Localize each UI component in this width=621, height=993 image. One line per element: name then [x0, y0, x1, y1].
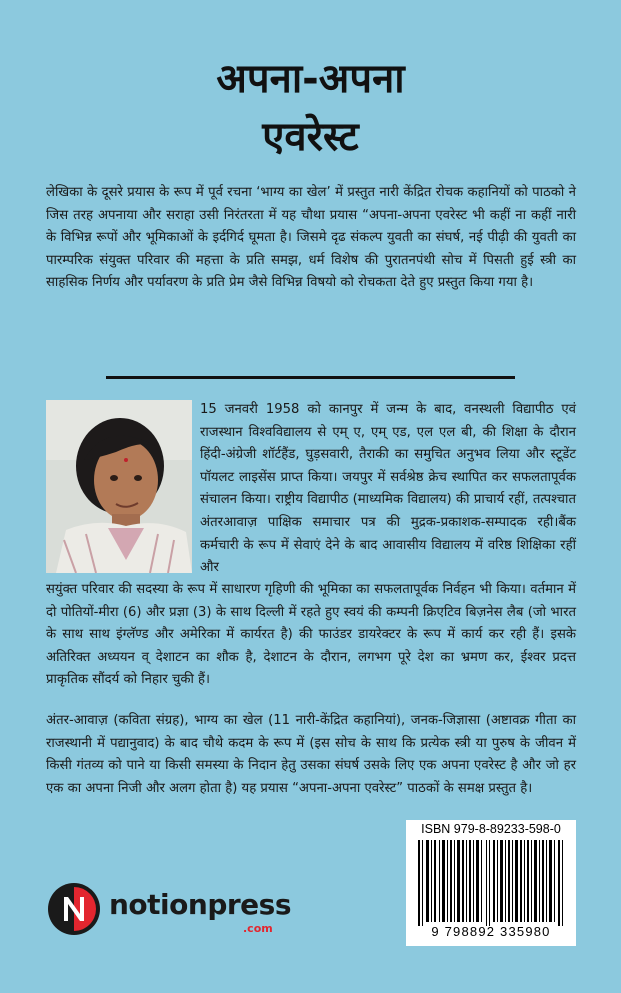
author-bio-bottom: सयुंक्त परिवार की सदस्या के रूप में साधारण गृहिणी की भूमिका का सफलतापूर्वक निर्वहन भी किया। वर्तमान में दो पोतियों-मीरा (6) और प्रज्ञा (3) के साथ दिल्ली में रहते हुए स्वयं की कम्पनी क्रिएटिव बिज़नेस लैब (जो भारत के साथ साथ इंग्लॅण्ड और अमेरिका में कार्यरत है) की फाउंडर डायरेक्टर के रूप में कार्य कर रही हैं। इसके अतिरिक्त अध्ययन व् देशाटन का शौक है, देशाटन के दौरान, लगभग पूरे देश का भ्रमण कर, ईश्वर प्रदत्त प्राकृतिक सौंदर्य को निहार चुकी हैं।: [46, 582, 576, 688]
publisher-name: [109, 888, 291, 921]
notionpress-logo-icon: [47, 882, 101, 936]
publisher-logo: [47, 880, 327, 940]
book-title-line-2: एवरेस्ट: [262, 114, 359, 160]
isbn-label: ISBN 979-8-89233-598-0: [421, 822, 561, 836]
author-portrait-image: [46, 400, 192, 573]
isbn-barcode: [406, 820, 576, 946]
publisher-name-part1: notion: [109, 888, 208, 921]
synopsis-paragraph: लेखिका के दूसरे प्रयास के रूप में पूर्व रचना ‘भाग्य का खेल’ में प्रस्तुत नारी केंद्रित रोचक कहानियों को पाठको ने जिस तरह अपनाया और सराहा उसी निरंतरता में यह चौथा प्रयास “अपना-अपना एवरेस्ट भी कहीं ना कहीं नारी के विभिन्न रूपों और भूमिकाओं के इर्दगिर्द घूमता है। जिसमे दृढ संकल्प युवती का संघर्ष, नई पीढ़ी की युवती का पारम्परिक संयुक्त परिवार की महत्ता के प्रति समझ, धर्म विशेष की पुरातनपंथी सोच में पिसती हुई स्त्री का साहसिक निर्णय और पर्यावरण के प्रति प्रेम जैसे विभिन्न विषयो को रोचकता देते हुए प्रस्तुत किया गया है।: [46, 185, 576, 291]
book-title: [0, 50, 621, 166]
publisher-name-part2: press: [207, 888, 292, 921]
publisher-domain: .com: [243, 922, 273, 935]
section-divider: [106, 376, 515, 379]
book-title-line-1: अपना-अपना: [216, 56, 405, 102]
author-photo: [46, 400, 192, 573]
barcode-number: 9 798892 335980: [431, 924, 551, 939]
closing-paragraph: अंतर-आवाज़ (कविता संग्रह), भाग्य का खेल (11 नारी-केंद्रित कहानियां), जनक-जिज्ञासा (अष्टावक्र गीता का राजस्थानी में पद्यानुवाद) के बाद चौथे कदम के रूप में (इस सोच के साथ कि प्रत्येक स्त्री या पुरुष के जीवन में किसी गंतव्य को पाने या किसी समस्या के निदान हेतु उसका संघर्ष उसके लिए एक अपना एवरेस्ट है और जो हर एक का अपना निजी और अलग होता है) यह प्रयास “अपना-अपना एवरेस्ट” पाठकों के समक्ष प्रस्तुत है।: [46, 713, 576, 796]
author-bio-top: 15 जनवरी 1958 को कानपुर में जन्म के बाद, वनस्थली विद्यापीठ एवं राजस्थान विश्वविद्यालय से एम् ए, एम् एड, एल एल बी, की शिक्षा के दौरान हिंदी-अंग्रेजी शॉर्टहैंड, घुड़सवारी, तैराकी का समुचित अनुभव लिया और स्टूडेंट पॉयलट लाइसेंस प्राप्त किया। जयपुर में सर्वश्रेष्ठ क्रेच स्थापित कर सफलतापूर्वक संचालन किया। राष्ट्रीय विद्यापीठ (माध्यमिक विद्यालय) की प्राचार्य रहीं, तत्पश्चात अंतरआवाज़ पाक्षिक समाचार पत्र की मुद्रक-प्रकाशक-सम्पादक रही।बैंक कर्मचारी के रूप में सेवाएं देने के बाद आवासीय विद्यालय में वरिष्ठ शिक्षिका रहीं और: [200, 402, 576, 576]
